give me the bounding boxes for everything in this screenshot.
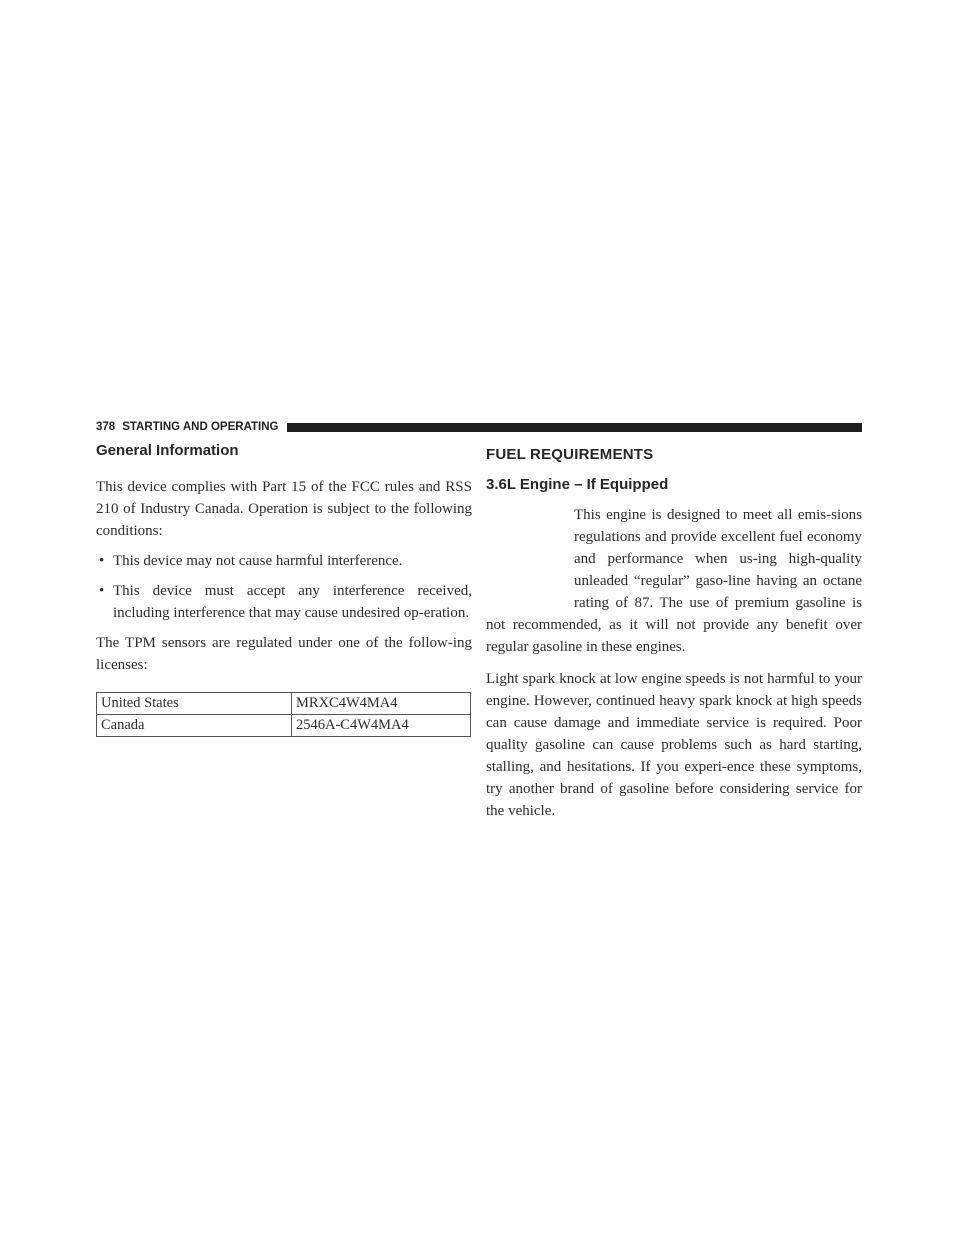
left-column <box>96 436 472 737</box>
page-header <box>96 420 862 434</box>
license-id: MRXC4W4MA4 <box>292 693 471 715</box>
license-region: United States <box>97 693 292 715</box>
right-column <box>486 436 862 822</box>
page-number: 378 <box>96 421 116 433</box>
license-table <box>96 692 471 737</box>
bullet-icon: • <box>99 583 105 599</box>
list-item: • This device may not cause harmful interference. <box>96 550 472 572</box>
general-information-heading: General Information <box>96 442 239 459</box>
section-title: STARTING AND OPERATING <box>122 421 279 433</box>
fuel-requirements-heading: FUEL REQUIREMENTS <box>486 446 654 463</box>
license-region: Canada <box>97 715 292 737</box>
fcc-intro-paragraph: This device complies with Part 15 of the FCC rules and RSS 210 of Industry Canada. Operation is subject to the following conditions: <box>96 479 472 539</box>
engine-subheading: 3.6L Engine – If Equipped <box>486 476 669 493</box>
list-item: • This device must accept any interference received, including interference that may cause undesired op-eration. <box>96 580 472 624</box>
fuel-paragraph-1: This engine is designed to meet all emis-sions regulations and provide excellent fuel economy and performance when us-ing high-quality unleaded “regular” gaso-line having an octane rating of 87. The use of premium gasoline is not recommended, as it will not provide any benefit over regular gasoline in these engines. <box>486 507 862 655</box>
license-id: 2546A-C4W4MA4 <box>292 715 471 737</box>
licenses-intro-paragraph: The TPM sensors are regulated under one of the follow-ing licenses: <box>96 635 472 673</box>
table-row <box>97 715 471 737</box>
header-rule <box>287 423 863 432</box>
figure-space <box>486 504 574 614</box>
engine-paragraph-block <box>486 504 862 658</box>
fuel-paragraph-2: Light spark knock at low engine speeds is not harmful to your engine. However, continued heavy spark knock at high speeds can cause damage and immediate service is required. Poor quality gasoline can cause problems such as hard starting, stalling, and hesitations. If you experi-ence these symptoms, try another brand of gasoline before considering service for the vehicle. <box>486 671 862 819</box>
bullet-icon: • <box>99 553 105 569</box>
conditions-list <box>96 550 472 624</box>
table-row <box>97 693 471 715</box>
